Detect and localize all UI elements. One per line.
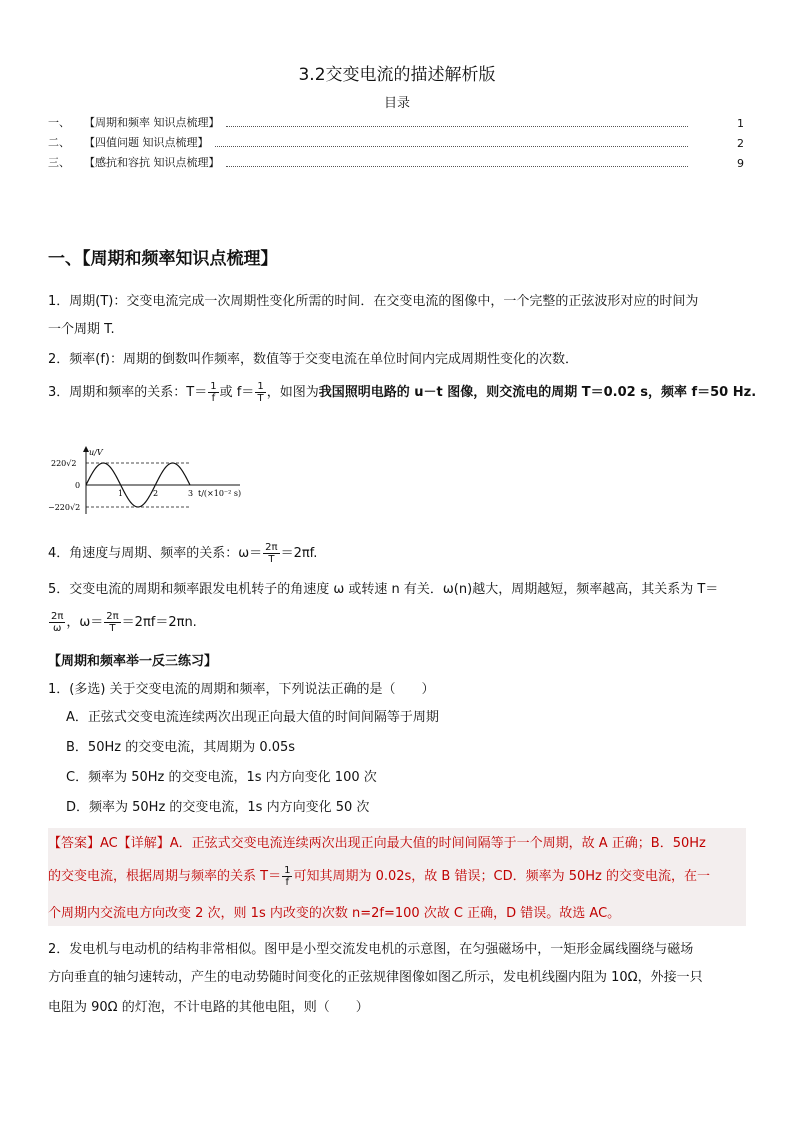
frac-numerator: 2π (265, 542, 278, 553)
toc-leader-dots (215, 146, 689, 147)
frac-denominator: T (257, 393, 264, 404)
paragraph-generator-rotor: 5．交变电流的周期和频率跟发电机转子的角速度 ω 或转速 n 有关．ω(n)越大，周期越短，频率越高，其关系为 T＝ (48, 582, 719, 597)
fraction-2pi-over-t (263, 542, 279, 565)
frac-numerator: 2π (106, 611, 119, 622)
section-heading: 一、【周期和频率知识点梳理】 (48, 249, 278, 269)
question-1-option-d[interactable]: D．频率为 50Hz 的交变电流，1s 内方向变化 50 次 (66, 800, 370, 815)
toc-entry-label: 【周期和频率 知识点梳理】 (84, 116, 220, 129)
omega-suffix: ＝2πf. (280, 546, 318, 561)
answer-line-2-pre: 的交变电流，根据周期与频率的关系 T＝ (48, 869, 282, 884)
toc-entry-number: 二、 (48, 136, 70, 149)
fraction-2pi-over-t (104, 611, 120, 634)
practice-heading: 【周期和频率举一反三练习】 (48, 654, 218, 669)
paragraph-period-1: 1．周期(T)：交变电流完成一次周期性变化所需的时间．在交变电流的图像中，一个完整的正弦波形对应的时间为 (48, 294, 699, 309)
toc-entry-label: 【四值问题 知识点梳理】 (84, 136, 209, 149)
question-1-option-a[interactable]: A．正弦式交变电流连续两次出现正向最大值的时间间隔等于周期 (66, 710, 439, 725)
question-2-line-1: 2．发电机与电动机的结构非常相似。图甲是小型交流发电机的示意图，在匀强磁场中，一矩形金属线圈绕与磁场 (48, 942, 694, 957)
frac-denominator: f (211, 393, 216, 404)
answer-line-3: 个周期内交流电方向改变 2 次，则 1s 内改变的次数 n=2f=100 次故 C 正确，D 错误。故选 AC。 (48, 906, 621, 921)
y-min-label: −220√2 (48, 503, 81, 512)
x-tick-1: 1 (118, 489, 124, 498)
relation-mid2: ，如图为 (266, 385, 319, 400)
formula-mid: ，ω＝ (66, 615, 104, 630)
y-max-label: 220√2 (51, 459, 77, 468)
paragraph-generator-formula (48, 606, 748, 640)
relation-prefix: 3．周期和频率的关系：T＝ (48, 385, 208, 400)
paragraph-frequency: 2．频率(f)：周期的倒数叫作频率，数值等于交变电流在单位时间内完成周期性变化的次数． (48, 352, 578, 367)
question-2-line-2: 方向垂直的轴匀速转动，产生的电动势随时间变化的正弦规律图像如图乙所示，发电机线圈内阻为 10Ω，外接一只 (48, 970, 703, 985)
toc-entry-2[interactable] (48, 134, 744, 150)
y-axis-label: u/V (89, 448, 103, 457)
toc-leader-dots (226, 126, 689, 127)
paragraph-angular-velocity (48, 537, 748, 571)
fraction-one-over-f (282, 865, 292, 888)
frac-denominator: f (285, 877, 290, 888)
question-1-option-c[interactable]: C．频率为 50Hz 的交变电流，1s 内方向变化 100 次 (66, 770, 377, 785)
paragraph-period-2: 一个周期 T. (48, 322, 115, 337)
toc-leader-dots (226, 166, 689, 167)
fraction-one-over-f (208, 381, 218, 404)
origin-label: 0 (75, 481, 81, 490)
answer-line-2 (48, 860, 710, 894)
x-tick-2: 2 (153, 489, 159, 498)
answer-line-1: 【答案】AC【详解】A．正弦式交变电流连续两次出现正向最大值的时间间隔等于一个周期，故 A 正确；B．50Hz (48, 836, 706, 851)
frac-denominator: T (268, 554, 275, 565)
x-tick-3: 3 (188, 489, 194, 498)
toc-entry-page: 1 (737, 117, 744, 130)
x-axis-label: t/(×10⁻² s) (198, 489, 242, 498)
frac-denominator: ω (53, 623, 62, 634)
relation-bold-text: 我国照明电路的 u－t 图像，则交流电的周期 T＝0.02 s，频率 f＝50 Hz. (318, 385, 757, 400)
relation-mid1: 或 f＝ (219, 385, 255, 400)
toc-entry-1[interactable] (48, 114, 744, 130)
question-1-stem: 1．(多选) 关于交变电流的周期和频率，下列说法正确的是（ ） (48, 682, 435, 697)
question-2-line-3: 电阻为 90Ω 的灯泡，不计电路的其他电阻，则（ ） (48, 1000, 369, 1015)
frac-numerator: 1 (284, 865, 291, 876)
frac-numerator: 1 (257, 381, 264, 392)
answer-line-2-post: 可知其周期为 0.02s，故 B 错误；CD．频率为 50Hz 的交变电流，在一 (293, 869, 710, 884)
voltage-time-graph (48, 444, 258, 520)
frac-denominator: T (109, 623, 116, 634)
question-1-option-b[interactable]: B．50Hz 的交变电流，其周期为 0.05s (66, 740, 296, 755)
toc-entry-3[interactable] (48, 154, 744, 170)
formula-post: ＝2πf＝2πn. (121, 615, 197, 630)
toc-entry-page: 9 (737, 157, 744, 170)
toc-entry-page: 2 (737, 137, 744, 150)
omega-prefix: 4．角速度与周期、频率的关系：ω＝ (48, 546, 263, 561)
toc-entry-number: 一、 (48, 116, 70, 129)
answer-box (48, 828, 746, 926)
toc-entry-label: 【感抗和容抗 知识点梳理】 (84, 156, 220, 169)
toc-heading: 目录 (383, 96, 410, 111)
fraction-one-over-t (255, 381, 265, 404)
paragraph-relation (48, 376, 757, 410)
toc-entry-number: 三、 (48, 156, 70, 169)
frac-numerator: 1 (210, 381, 217, 392)
page-title: 3.2交变电流的描述解析版 (298, 65, 496, 85)
fraction-2pi-over-omega (49, 611, 65, 634)
frac-numerator: 2π (51, 611, 64, 622)
